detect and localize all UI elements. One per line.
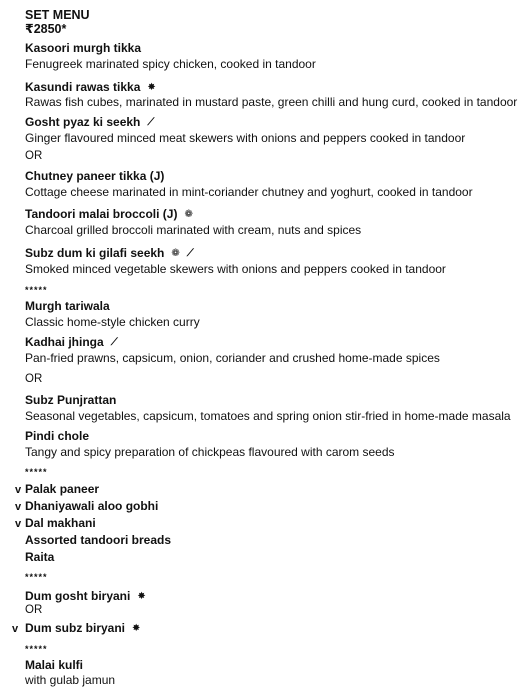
item-name-row xyxy=(25,621,140,635)
menu-title: SET MENU xyxy=(25,8,90,22)
chilli-icon: ⟋ xyxy=(110,337,118,349)
item-name-row xyxy=(25,80,156,94)
or-divider: OR xyxy=(25,150,43,162)
item-name-row xyxy=(25,115,154,129)
item-desc: with gulab jamun xyxy=(25,673,116,687)
item-desc: Classic home-style chicken curry xyxy=(25,315,200,329)
star-icon: ✸ xyxy=(132,623,141,635)
section-separator: ***** xyxy=(25,467,48,477)
item-desc: Seasonal vegetables, capsicum, tomatoes and spring onion stir-fried in home-made masala xyxy=(25,409,511,423)
item-name-row xyxy=(25,207,193,221)
item-desc: Smoked minced vegetable skewers with onions and peppers cooked in tandoor xyxy=(25,262,446,276)
item-desc: Cottage cheese marinated in mint-coriander chutney and yoghurt, cooked in tandoor xyxy=(25,185,473,199)
item-name: Kasoori murgh tikka xyxy=(25,41,142,55)
veg-marker: v xyxy=(15,501,22,513)
item-name: Gosht pyaz ki seekh xyxy=(25,115,141,129)
or-divider: OR xyxy=(25,373,43,385)
item-name: Raita xyxy=(25,550,55,564)
item-name-row xyxy=(25,335,118,349)
item-name: Assorted tandoori breads xyxy=(25,533,172,547)
item-name: Subz dum ki gilafi seekh xyxy=(25,246,165,260)
section-separator: ***** xyxy=(25,285,48,295)
item-name: Pindi chole xyxy=(25,429,90,443)
item-name: Tandoori malai broccoli (J) xyxy=(25,207,178,221)
or-divider: OR xyxy=(25,604,43,616)
item-name-row xyxy=(25,246,194,260)
item-desc: Pan-fried prawns, capsicum, onion, coriander and crushed home-made spices xyxy=(25,351,440,365)
item-name: Palak paneer xyxy=(25,482,100,496)
item-name: Dum gosht biryani xyxy=(25,589,131,603)
item-name: Dhaniyawali aloo gobhi xyxy=(25,499,159,513)
veg-marker: v xyxy=(15,518,22,530)
item-name: Chutney paneer tikka (J) xyxy=(25,169,165,183)
item-name: Kasundi rawas tikka xyxy=(25,80,141,94)
item-desc: Rawas fish cubes, marinated in mustard paste, green chilli and hung curd, cooked in tandoor xyxy=(25,95,518,109)
item-name: Kadhai jhinga xyxy=(25,335,104,349)
section-separator: ***** xyxy=(25,572,48,582)
item-name: Murgh tariwala xyxy=(25,299,110,313)
star-icon: ✸ xyxy=(147,82,156,94)
item-desc: Fenugreek marinated spicy chicken, cooked in tandoor xyxy=(25,57,316,71)
star-icon: ✸ xyxy=(137,591,146,603)
item-name: Subz Punjrattan xyxy=(25,393,117,407)
item-desc: Tangy and spicy preparation of chickpeas flavoured with carom seeds xyxy=(25,445,395,459)
item-name: Malai kulfi xyxy=(25,658,84,672)
veg-marker: v xyxy=(12,623,19,635)
chilli-icon: ⟋ xyxy=(186,248,194,260)
nut-icon: ❁ xyxy=(184,209,193,221)
item-desc: Ginger flavoured minced meat skewers with onions and peppers cooked in tandoor xyxy=(25,131,466,145)
item-name-row xyxy=(25,589,146,603)
item-name: Dum subz biryani xyxy=(25,621,126,635)
item-name: Dal makhani xyxy=(25,516,96,530)
veg-marker: v xyxy=(15,484,22,496)
section-separator: ***** xyxy=(25,644,48,654)
item-desc: Charcoal grilled broccoli marinated with cream, nuts and spices xyxy=(25,223,362,237)
menu-price: ₹2850* xyxy=(25,22,67,36)
chilli-icon: ⟋ xyxy=(147,117,155,129)
nut-icon: ❁ xyxy=(171,248,180,260)
